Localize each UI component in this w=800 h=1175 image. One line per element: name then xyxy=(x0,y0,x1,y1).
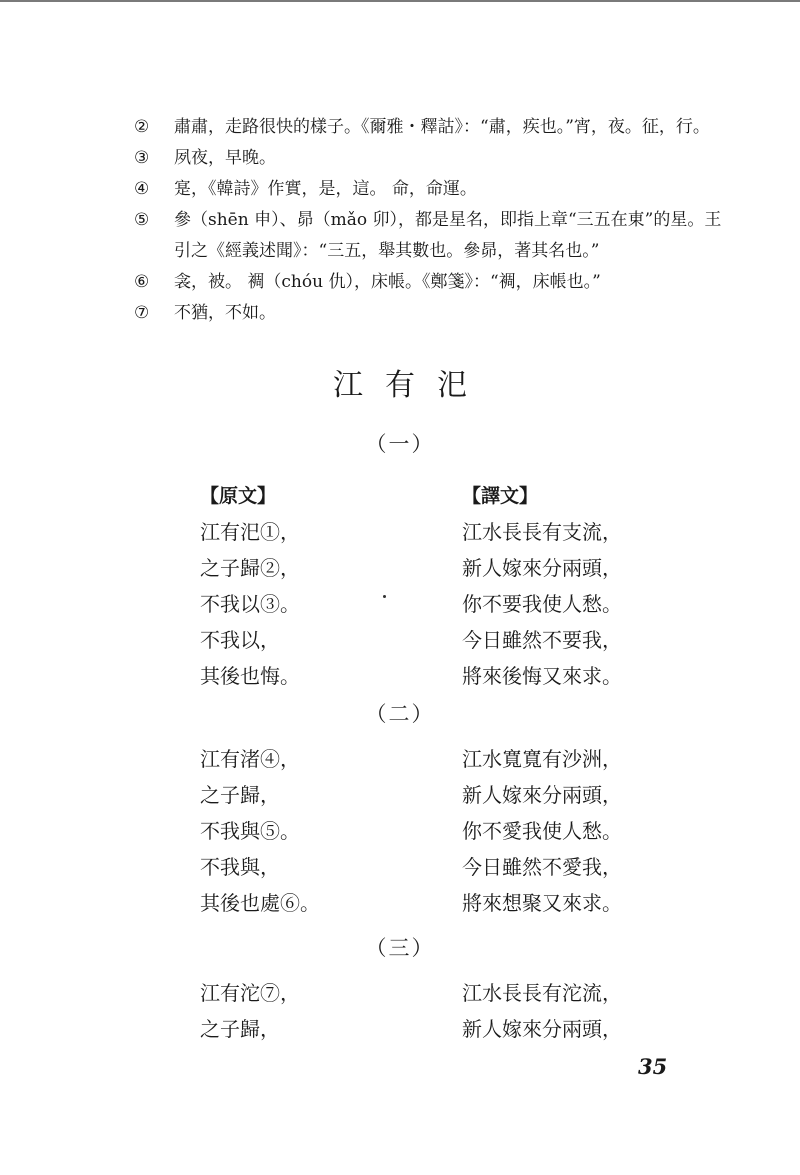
note-text: 不猶，不如。 xyxy=(174,303,276,323)
translation-line: 將來後悔又來求。 xyxy=(462,664,622,688)
original-column-2 xyxy=(200,741,320,921)
verse-line: 之子歸， xyxy=(200,783,280,807)
note-5-continuation: 引之《經義述聞》：“三五，舉其數也。參昴，著其名也。” xyxy=(174,241,600,261)
translation-line: 你不要我使人愁。 xyxy=(462,592,622,616)
translation-line: 江水寬寬有沙洲， xyxy=(462,747,622,771)
poem-title: 江有汜 xyxy=(333,368,489,403)
translation-line: 今日雖然不要我， xyxy=(462,628,622,652)
verse-line: 不我以③。 xyxy=(200,592,300,616)
note-3 xyxy=(134,143,694,174)
translation-column-3 xyxy=(462,975,622,1047)
note-text: 衾，被。 裯（chóu 仇），床帳。《鄭箋》：“裯，床帳也。” xyxy=(174,272,601,292)
section-heading-2: （二） xyxy=(365,702,435,726)
original-column-3 xyxy=(200,975,300,1047)
verse-line: 不我以， xyxy=(200,628,280,652)
section-heading-3: （三） xyxy=(365,936,435,960)
section-heading-1: （一） xyxy=(365,432,435,456)
page-number: 35 xyxy=(638,1054,668,1079)
note-number: ⑤ xyxy=(134,210,150,230)
original-column-1 xyxy=(200,478,300,694)
verse-line: 江有渚④， xyxy=(200,747,300,771)
translation-label: 【譯文】 xyxy=(462,485,539,507)
verse-line: 之子歸， xyxy=(200,1017,280,1041)
translation-column-2 xyxy=(462,741,622,921)
verse-line: 不我與⑤。 xyxy=(200,819,300,843)
note-number: ④ xyxy=(134,179,150,199)
translation-line: 新人嫁來分兩頭， xyxy=(462,556,622,580)
note-text: 寔，《韓詩》作實，是，這。 命，命運。 xyxy=(174,179,477,199)
note-text: 肅肅，走路很快的樣子。《爾雅・釋詁》：“肅，疾也。”宵，夜。征，行。 xyxy=(174,117,710,137)
note-number: ⑥ xyxy=(134,272,150,292)
verse-line: 之子歸②， xyxy=(200,556,300,580)
translation-line: 江水長長有支流， xyxy=(462,520,622,544)
translation-line: 將來想聚又來求。 xyxy=(462,891,622,915)
verse-line: 其後也處⑥。 xyxy=(200,891,320,915)
note-text: 夙夜，早晚。 xyxy=(174,148,276,168)
note-text: 參（shēn 申）、昴（mǎo 卯），都是星名，即指上章“三五在東”的星。王 xyxy=(174,210,722,230)
note-6 xyxy=(134,267,694,298)
note-number: ② xyxy=(134,117,150,137)
original-label: 【原文】 xyxy=(200,485,277,507)
verse-line: 其後也悔。 xyxy=(200,664,300,688)
translation-line: 新人嫁來分兩頭， xyxy=(462,783,622,807)
translation-line: 今日雖然不愛我， xyxy=(462,855,622,879)
note-number: ③ xyxy=(134,148,150,168)
note-number: ⑦ xyxy=(134,303,150,323)
top-rule xyxy=(0,0,800,2)
translation-line: 新人嫁來分兩頭， xyxy=(462,1017,622,1041)
print-speck xyxy=(383,595,386,598)
footnotes xyxy=(134,112,722,329)
translation-line: 你不愛我使人愁。 xyxy=(462,819,622,843)
verse-line: 不我與， xyxy=(200,855,280,879)
note-2 xyxy=(134,112,710,143)
verse-line: 江有汜①， xyxy=(200,520,300,544)
note-4 xyxy=(134,174,694,205)
note-5 xyxy=(134,205,722,236)
translation-line: 江水長長有沱流， xyxy=(462,981,622,1005)
note-7 xyxy=(134,298,694,329)
verse-line: 江有沱⑦， xyxy=(200,981,300,1005)
translation-column-1 xyxy=(462,478,622,694)
